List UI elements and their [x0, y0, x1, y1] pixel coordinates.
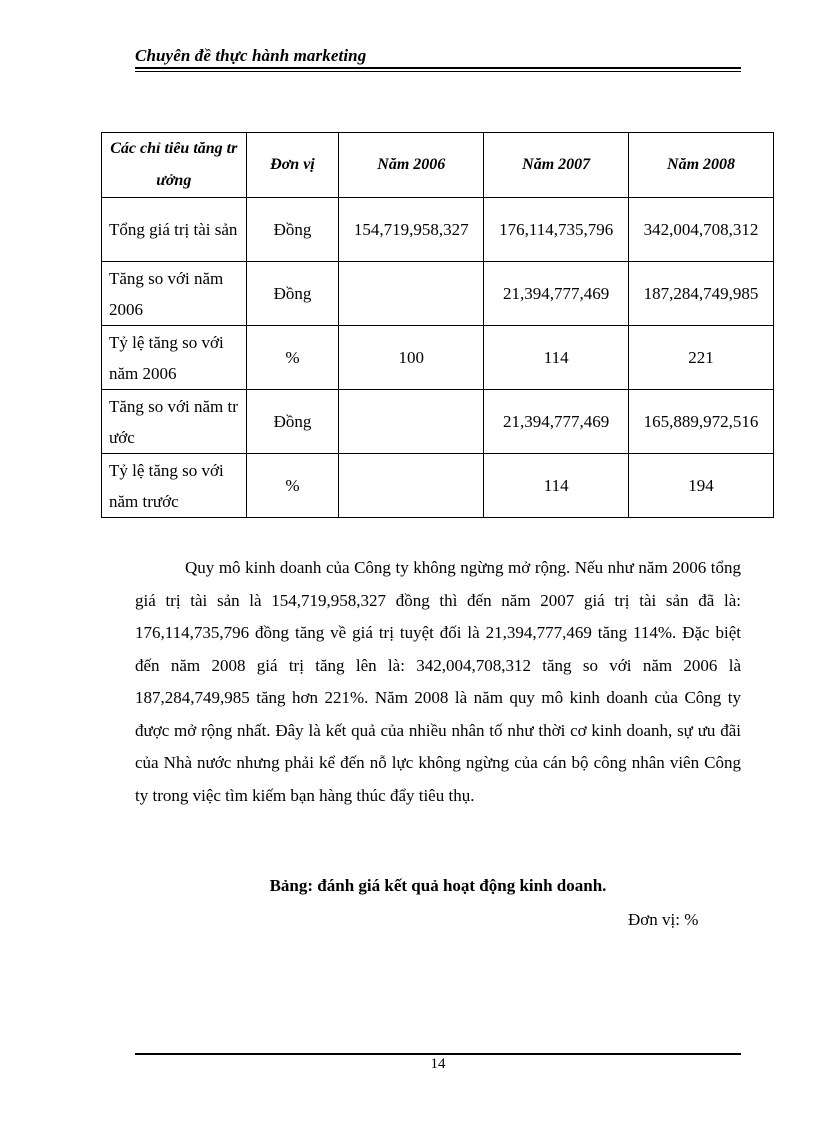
column-header: Đơn vị: [246, 133, 339, 198]
column-header: Năm 2006: [339, 133, 484, 198]
table-row: [102, 390, 774, 454]
table-cell: 176,114,735,796: [484, 198, 629, 262]
document-header-title: Chuyên đề thực hành marketing: [135, 46, 367, 65]
table-cell: 21,394,777,469: [484, 262, 629, 326]
table-cell: Đồng: [246, 262, 339, 326]
table-cell: %: [246, 326, 339, 390]
row-label: Tăng so với năm 2006: [102, 262, 247, 326]
column-header: Các chỉ tiêu tăng tr ưởng: [102, 133, 247, 198]
header-divider: [135, 67, 741, 69]
table-cell: 194: [629, 454, 774, 518]
table-caption: Bảng: đánh giá kết quả hoạt động kinh doanh.: [269, 876, 607, 895]
row-label: Tổng giá trị tài sản: [102, 198, 247, 262]
table-row: [102, 454, 774, 518]
table-cell: Đồng: [246, 390, 339, 454]
table-row: [102, 262, 774, 326]
table-row: [102, 326, 774, 390]
growth-table: [101, 132, 774, 518]
row-label: Tăng so với năm tr ước: [102, 390, 247, 454]
footer-divider: [135, 1053, 741, 1055]
page-number: 14: [430, 1056, 446, 1072]
table-cell: 154,719,958,327: [339, 198, 484, 262]
row-label: Tỷ lệ tăng so với năm 2006: [102, 326, 247, 390]
table-cell: 114: [484, 326, 629, 390]
table-cell: 187,284,749,985: [629, 262, 774, 326]
header-divider-thin: [135, 71, 741, 72]
table-cell: Đồng: [246, 198, 339, 262]
table-cell: 342,004,708,312: [629, 198, 774, 262]
table-cell: 165,889,972,516: [629, 390, 774, 454]
unit-note: Đơn vị: %: [628, 910, 699, 929]
column-header: Năm 2008: [629, 133, 774, 198]
table-cell: 100: [339, 326, 484, 390]
table-cell: 221: [629, 326, 774, 390]
table-cell: [339, 262, 484, 326]
table-header-row: [102, 133, 774, 198]
table-cell: [339, 454, 484, 518]
row-label: Tỷ lệ tăng so với năm trước: [102, 454, 247, 518]
table-cell: 114: [484, 454, 629, 518]
table-cell: %: [246, 454, 339, 518]
body-paragraph: Quy mô kinh doanh của Công ty không ngừng mở rộng. Nếu như năm 2006 tổng giá trị tài sản là 154,719,958,327 đồng thì đến năm 2007 giá trị tài sản đã là: 176,114,735,796 đồng tăng về giá trị tuyệt đối là 21,394,777,469 tăng 114%. Đặc biệt đến năm 2008 giá trị tăng lên là: 342,004,708,312 tăng so với năm 2006 là 187,284,749,985 tăng hơn 221%. Năm 2008 là năm quy mô kinh doanh của Công ty được mở rộng nhất. Đây là kết quả của nhiều nhân tố như thời cơ kinh doanh, sự ưu đãi của Nhà nước nhưng phải kể đến nỗ lực không ngừng của cán bộ công nhân viên Công ty trong việc tìm kiếm bạn hàng thúc đẩy tiêu thụ.: [135, 558, 741, 805]
column-header: Năm 2007: [484, 133, 629, 198]
table-cell: 21,394,777,469: [484, 390, 629, 454]
table-cell: [339, 390, 484, 454]
table-row: [102, 198, 774, 262]
